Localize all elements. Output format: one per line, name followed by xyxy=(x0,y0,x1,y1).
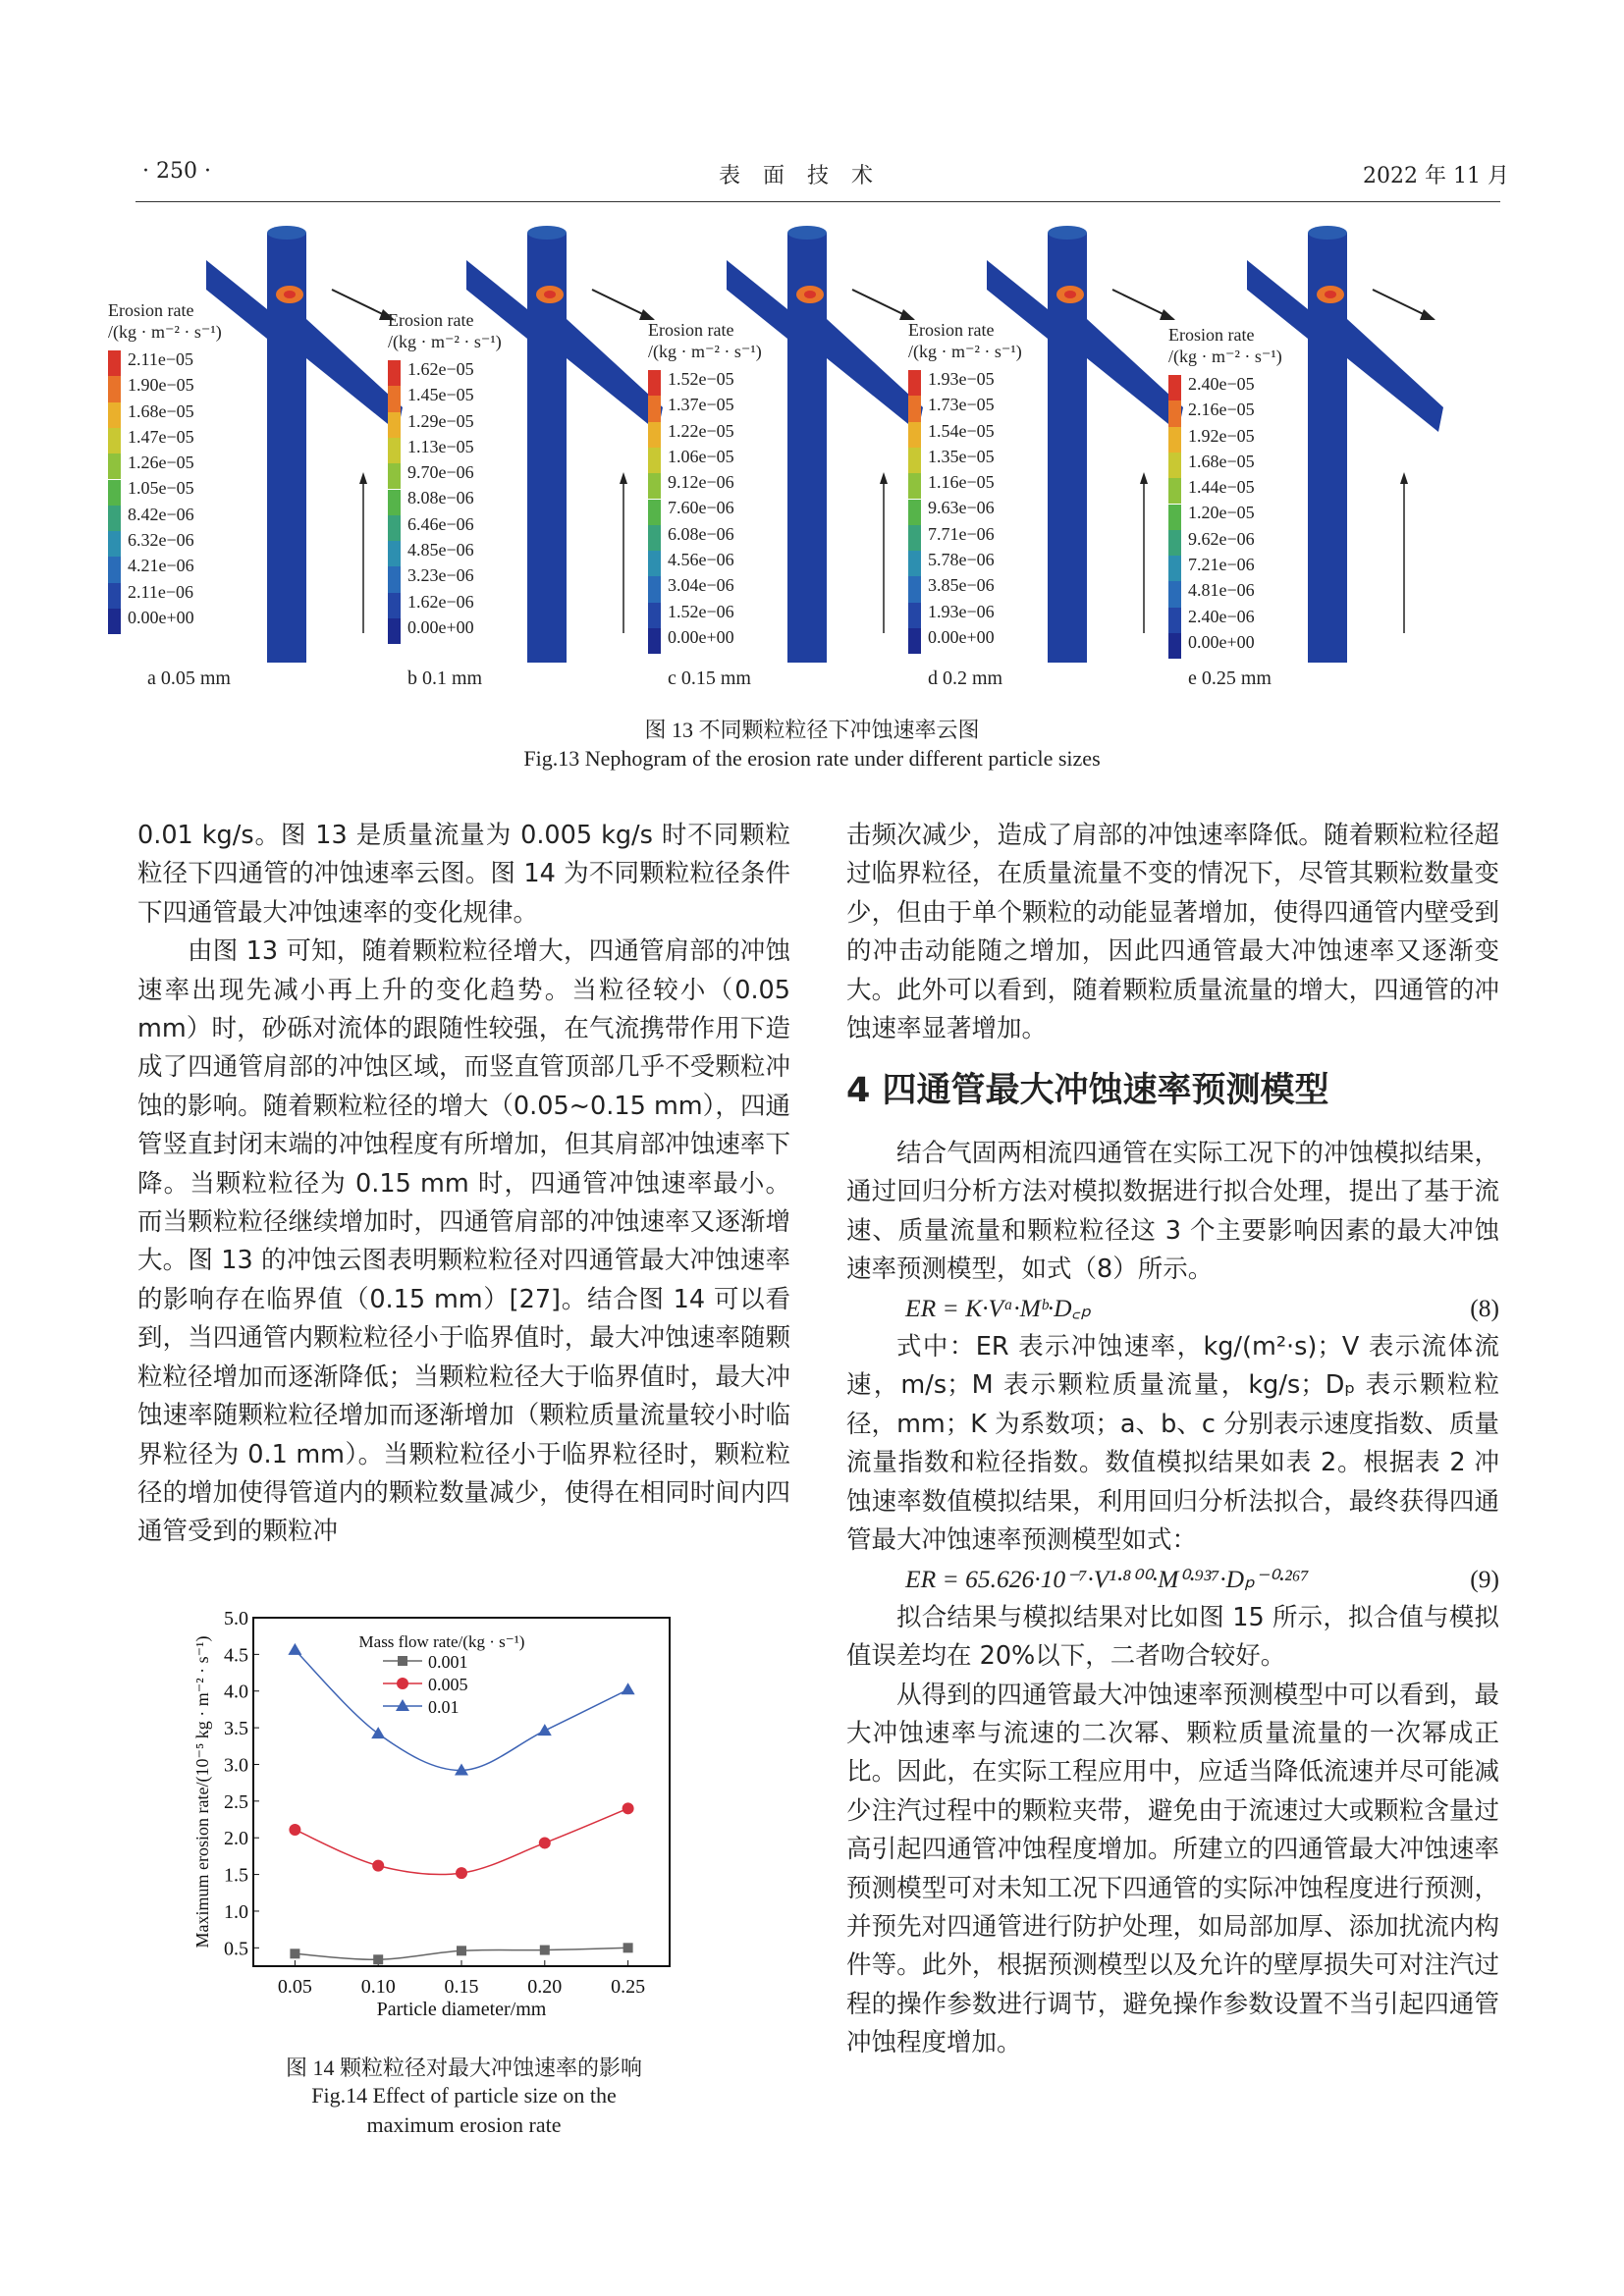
legend-value: 1.16e−05 xyxy=(928,472,995,493)
fig13-panel xyxy=(1168,221,1443,702)
legend-value: 1.90e−05 xyxy=(128,375,194,396)
data-point xyxy=(373,1954,383,1964)
colorbar-swatch xyxy=(108,557,121,582)
colorbar-legend xyxy=(648,319,762,647)
colorbar-swatch xyxy=(908,448,921,473)
legend-value: 3.23e−06 xyxy=(407,565,474,586)
legend-marker xyxy=(398,1656,407,1666)
colorbar-swatch xyxy=(388,593,401,618)
legend-value: 1.52e−05 xyxy=(668,369,734,389)
data-point xyxy=(371,1727,385,1738)
fig13-panel xyxy=(108,221,403,702)
paragraph: 结合气固两相流四通管在实际工况下的冲蚀模拟结果，通过回归分析方法对模拟数据进行拟合处理，提出了基于流速、质量流量和颗粒粒径这 3 个主要影响因素的最大冲蚀速率预测模型，如式（8）所示。 xyxy=(846,1138,1499,1285)
legend-value: 6.46e−06 xyxy=(407,513,474,534)
legend-value: 4.56e−06 xyxy=(668,550,734,570)
panel-label: b 0.1 mm xyxy=(407,667,483,689)
legend-marker xyxy=(396,1699,409,1711)
legend-value: 1.29e−05 xyxy=(407,410,474,431)
equation-number: (8) xyxy=(1470,1294,1499,1323)
colorbar-swatch xyxy=(908,500,921,525)
legend-value: 7.60e−06 xyxy=(668,498,734,518)
legend-value: 1.92e−05 xyxy=(1188,425,1255,446)
page-number: · 250 · xyxy=(142,159,211,184)
legend-value: 1.93e−05 xyxy=(928,369,995,389)
colorbar-swatch xyxy=(908,396,921,421)
colorbar-swatch xyxy=(388,618,401,644)
y-tick-label: 2.0 xyxy=(224,1828,248,1850)
legend-value: 1.22e−05 xyxy=(668,420,734,441)
legend-title: Erosion rate xyxy=(648,320,734,340)
x-tick-label: 0.25 xyxy=(611,1976,646,1998)
y-tick-label: 0.5 xyxy=(224,1938,248,1960)
colorbar-swatch xyxy=(388,566,401,592)
left-column xyxy=(137,817,790,1552)
colorbar-swatch xyxy=(108,531,121,557)
x-tick-label: 0.15 xyxy=(444,1976,479,1998)
legend-value: 1.05e−05 xyxy=(128,478,194,499)
legend-value: 2.40e−05 xyxy=(1188,374,1255,394)
right-column xyxy=(846,817,1499,2063)
panel-label: e 0.25 mm xyxy=(1188,667,1272,689)
colorbar-swatch xyxy=(108,480,121,506)
data-point xyxy=(623,1802,634,1814)
data-point xyxy=(540,1946,550,1955)
fig14-caption-en: Fig.14 Effect of particle size on the xyxy=(311,2083,617,2108)
journal-title: 表 面 技 术 xyxy=(719,164,881,188)
legend-value: 9.63e−06 xyxy=(928,498,995,518)
colorbar-swatch xyxy=(908,576,921,602)
data-point xyxy=(539,1837,551,1848)
panel-label: a 0.05 mm xyxy=(147,667,231,689)
legend-value: 3.04e−06 xyxy=(668,575,734,596)
colorbar-swatch xyxy=(1168,505,1181,530)
legend-value: 6.32e−06 xyxy=(128,530,194,551)
legend-marker xyxy=(397,1678,408,1689)
colorbar-swatch xyxy=(1168,556,1181,581)
data-point xyxy=(456,1867,467,1879)
x-tick-label: 0.20 xyxy=(527,1976,563,1998)
equation-8 xyxy=(846,1289,1499,1327)
legend-value: 0.00e+00 xyxy=(1188,631,1255,652)
colorbar-swatch xyxy=(908,473,921,499)
colorbar-swatch xyxy=(1168,608,1181,633)
legend-value: 0.00e+00 xyxy=(928,626,995,647)
colorbar-swatch xyxy=(1168,400,1181,426)
x-tick-label: 0.10 xyxy=(360,1976,396,1998)
legend-value: 2.40e−06 xyxy=(1188,606,1255,626)
colorbar-swatch xyxy=(648,448,661,473)
legend-value: 9.70e−06 xyxy=(407,462,474,483)
equation-9-body: ER = 65.626·10⁻⁷·V¹·⁸⁰⁰·M⁰·⁹³⁷·Dₚ⁻⁰·²⁶⁷ xyxy=(905,1565,1310,1594)
legend-label: 0.001 xyxy=(428,1652,468,1672)
colorbar-swatch xyxy=(1168,453,1181,478)
colorbar-swatch xyxy=(1168,633,1181,659)
legend-value: 7.21e−06 xyxy=(1188,555,1255,575)
fig13-caption-cn: 图 13 不同颗粒粒径下冲蚀速率云图 xyxy=(644,718,980,742)
legend-value: 2.16e−05 xyxy=(1188,400,1255,420)
colorbar-legend xyxy=(388,309,502,637)
colorbar-legend xyxy=(1168,324,1282,652)
y-tick-label: 1.0 xyxy=(224,1900,248,1923)
legend-value: 8.08e−06 xyxy=(407,488,474,508)
legend-value: 5.78e−06 xyxy=(928,550,995,570)
legend-value: 1.47e−05 xyxy=(128,426,194,447)
legend-value: 4.85e−06 xyxy=(407,540,474,561)
legend-title: Erosion rate xyxy=(908,320,995,340)
colorbar-swatch xyxy=(908,370,921,396)
colorbar-swatch xyxy=(388,541,401,566)
fig13-panel xyxy=(648,221,923,702)
legend-value: 1.06e−05 xyxy=(668,446,734,466)
legend-value: 0.00e+00 xyxy=(407,616,474,637)
legend-value: 1.20e−05 xyxy=(1188,503,1255,523)
colorbar-swatch xyxy=(108,506,121,531)
data-point xyxy=(457,1946,466,1955)
colorbar-swatch xyxy=(1168,375,1181,400)
colorbar-swatch xyxy=(108,350,121,376)
colorbar-swatch xyxy=(388,490,401,515)
data-point xyxy=(372,1860,384,1872)
legend-value: 7.71e−06 xyxy=(928,523,995,544)
colorbar-swatch xyxy=(648,576,661,602)
y-tick-label: 4.5 xyxy=(224,1644,248,1667)
legend-value: 6.08e−06 xyxy=(668,523,734,544)
legend-value: 1.68e−05 xyxy=(128,400,194,421)
colorbar-swatch xyxy=(648,628,661,654)
equation-number: (9) xyxy=(1470,1565,1499,1594)
data-point xyxy=(623,1943,633,1952)
colorbar-swatch xyxy=(388,515,401,541)
legend-value: 3.85e−06 xyxy=(928,575,995,596)
colorbar-legend xyxy=(108,299,222,627)
legend-value: 0.00e+00 xyxy=(668,626,734,647)
y-tick-label: 3.5 xyxy=(224,1718,248,1740)
legend-label: 0.01 xyxy=(428,1697,460,1717)
paragraph: 式中：ER 表示冲蚀速率，kg/(m²·s)；V 表示流体流速，m/s；M 表示颗粒质量流量，kg/s；Dₚ 表示颗粒粒径，mm；K 为系数项；a、b、c 分别表示速度指数、质量流量指数和粒径指数。数值模拟结果如表 2。根据表 2 冲蚀速率数值模拟结果，利用回归分析法拟合，最终获得四通管最大冲蚀速率预测模型如式： xyxy=(846,1331,1499,1555)
paragraph: 拟合结果与模拟结果对比如图 15 所示，拟合值与模拟值误差均在 20%以下，二者吻合较好。 xyxy=(846,1602,1499,1672)
data-point xyxy=(289,1824,300,1836)
colorbar-swatch xyxy=(648,370,661,396)
data-point xyxy=(538,1724,552,1735)
legend-value: 1.13e−05 xyxy=(407,436,474,456)
legend-label: 0.005 xyxy=(428,1675,468,1694)
fig14-caption-cn: 图 14 颗粒粒径对最大冲蚀速率的影响 xyxy=(285,2056,642,2080)
colorbar-swatch xyxy=(108,402,121,428)
colorbar-legend xyxy=(908,319,1022,647)
colorbar-swatch xyxy=(388,386,401,411)
paragraph: 由图 13 可知，随着颗粒粒径增大，四通管肩部的冲蚀速率出现先减小再上升的变化趋势。当粒径较小（0.05 mm）时，砂砾对流体的跟随性较强，在气流携带作用下造成了四通管肩部的冲蚀区域，而竖直管顶部几乎不受颗粒冲蚀的影响。随着颗粒粒径的增大（0.05~0.15 mm），四通管竖直封闭末端的冲蚀程度有所增加，但其肩部冲蚀速率下降。当颗粒粒径为 0.15 mm 时，四通管冲蚀速率最小。而当颗粒粒径继续增加时，四通管肩部的冲蚀速率又逐渐增大。图 13 的冲蚀云图表明颗粒粒径对四通管最大冲蚀速率的影响存在临界值（0.15 mm）[27]。结合图 14 可以看到，当四通管内颗粒粒径小于临界值时，最大冲蚀速率随颗粒粒径增加而逐渐降低；当颗粒粒径大于临界值时，最大冲蚀速率随颗粒粒径增加而逐渐增加（颗粒质量流量较小时临界粒径为 0.1 mm）。当颗粒粒径小于临界粒径时，颗粒粒径的增加使得管道内的颗粒数量减少，使得在相同时间内四通管受到的颗粒冲 xyxy=(137,936,790,1547)
section-heading: 4 四通管最大冲蚀速率预测模型 xyxy=(846,1071,1329,1111)
data-point xyxy=(288,1643,301,1655)
y-tick-label: 3.0 xyxy=(224,1754,248,1777)
legend-value: 1.62e−06 xyxy=(407,591,474,612)
fig13-panel xyxy=(908,221,1183,702)
y-tick-label: 2.5 xyxy=(224,1790,248,1813)
legend-unit: /(kg · m⁻² · s⁻¹) xyxy=(908,342,1022,361)
colorbar-swatch xyxy=(648,525,661,551)
legend-value: 4.21e−06 xyxy=(128,556,194,576)
colorbar-swatch xyxy=(648,422,661,448)
legend-title: Erosion rate xyxy=(108,300,194,320)
series-line-0.005 xyxy=(295,1808,627,1874)
paragraph: 从得到的四通管最大冲蚀速率预测模型中可以看到，最大冲蚀速率与流速的二次幂、颗粒质量流量的一次幂成正比。因此，在实际工程应用中，应适当降低流速并尽可能减少注汽过程中的颗粒夹带，避免由于流速过大或颗粒含量过高引起四通管冲蚀程度增加。所建立的四通管最大冲蚀速率预测模型可对未知工况下四通管的实际冲蚀程度进行预测，并预先对四通管进行防护处理，如局部加厚、添加扰流内构件等。此外，根据预测模型以及允许的壁厚损失可对注汽过程的操作参数进行调节，避免操作参数设置不当引起四通管冲蚀程度增加。 xyxy=(846,1680,1499,2058)
colorbar-swatch xyxy=(648,500,661,525)
legend-unit: /(kg · m⁻² · s⁻¹) xyxy=(108,322,222,342)
panel-label: c 0.15 mm xyxy=(668,667,751,689)
colorbar-swatch xyxy=(648,551,661,576)
panel-label: d 0.2 mm xyxy=(928,667,1003,689)
colorbar-swatch xyxy=(648,473,661,499)
colorbar-swatch xyxy=(108,583,121,609)
colorbar-swatch xyxy=(1168,581,1181,607)
legend-value: 1.73e−05 xyxy=(928,395,995,415)
colorbar-swatch xyxy=(108,454,121,479)
legend-value: 1.45e−05 xyxy=(407,385,474,405)
colorbar-swatch xyxy=(108,428,121,454)
y-tick-label: 4.0 xyxy=(224,1681,248,1703)
x-axis-label: Particle diameter/mm xyxy=(376,1999,547,2020)
legend-value: 4.81e−06 xyxy=(1188,580,1255,601)
legend-value: 1.26e−05 xyxy=(128,453,194,473)
y-axis-label: Maximum erosion rate/(10⁻⁵ kg · m⁻² · s⁻¹) xyxy=(192,1635,212,1949)
paragraph: 击频次减少，造成了肩部的冲蚀速率降低。随着颗粒粒径超过临界粒径，在质量流量不变的情况下，尽管其颗粒数量变少，但由于单个颗粒的动能显著增加，使得四通管内壁受到的冲击动能随之增加，因此四通管最大冲蚀速率又逐渐变大。此外可以看到，随着颗粒质量流量的增大，四通管的冲蚀速率显著增加。 xyxy=(846,821,1499,1044)
equation-9 xyxy=(846,1560,1499,1598)
colorbar-swatch xyxy=(648,603,661,628)
data-point xyxy=(622,1682,635,1694)
legend-title: Erosion rate xyxy=(388,310,474,330)
colorbar-swatch xyxy=(648,396,661,421)
paragraph: 0.01 kg/s。图 13 是质量流量为 0.005 kg/s 时不同颗粒粒径下四通管的冲蚀速率云图。图 14 为不同颗粒粒径条件下四通管最大冲蚀速率的变化规律。 xyxy=(137,821,790,928)
data-point xyxy=(290,1949,299,1958)
legend-title: Erosion rate xyxy=(1168,325,1255,345)
colorbar-swatch xyxy=(908,628,921,654)
colorbar-swatch xyxy=(1168,427,1181,453)
colorbar-swatch xyxy=(388,412,401,438)
y-tick-label: 5.0 xyxy=(224,1610,248,1629)
x-tick-label: 0.05 xyxy=(277,1976,312,1998)
colorbar-swatch xyxy=(108,376,121,401)
colorbar-swatch xyxy=(908,603,921,628)
colorbar-swatch xyxy=(1168,530,1181,556)
legend-value: 2.11e−06 xyxy=(128,581,193,602)
legend-value: 9.12e−06 xyxy=(668,472,734,493)
colorbar-swatch xyxy=(388,360,401,386)
legend-value: 1.93e−06 xyxy=(928,601,995,621)
legend-unit: /(kg · m⁻² · s⁻¹) xyxy=(388,332,502,351)
legend-value: 1.54e−05 xyxy=(928,420,995,441)
legend-unit: /(kg · m⁻² · s⁻¹) xyxy=(1168,347,1282,366)
legend-title: Mass flow rate/(kg · s⁻¹) xyxy=(358,1632,525,1651)
y-tick-label: 1.5 xyxy=(224,1864,248,1887)
colorbar-swatch xyxy=(908,525,921,551)
legend-value: 8.42e−06 xyxy=(128,504,194,524)
colorbar-swatch xyxy=(908,422,921,448)
legend-value: 0.00e+00 xyxy=(128,607,194,627)
fig13-panel xyxy=(388,221,663,702)
colorbar-swatch xyxy=(908,551,921,576)
legend-value: 9.62e−06 xyxy=(1188,528,1255,549)
colorbar-swatch xyxy=(388,463,401,489)
figure-14-chart xyxy=(187,1610,766,2042)
legend-value: 1.68e−05 xyxy=(1188,451,1255,471)
equation-8-body: ER = K·Vᵃ·Mᵇ·D꜀ₚ xyxy=(905,1294,1092,1323)
header-rule xyxy=(135,201,1500,202)
colorbar-swatch xyxy=(1168,478,1181,504)
legend-value: 1.44e−05 xyxy=(1188,477,1255,498)
fig13-caption-en: Fig.13 Nephogram of the erosion rate under different particle sizes xyxy=(523,746,1101,771)
legend-value: 1.37e−05 xyxy=(668,395,734,415)
legend-value: 1.35e−05 xyxy=(928,446,995,466)
legend-value: 1.62e−05 xyxy=(407,359,474,379)
legend-unit: /(kg · m⁻² · s⁻¹) xyxy=(648,342,762,361)
figure-13 xyxy=(108,221,1502,702)
legend-value: 2.11e−05 xyxy=(128,349,193,369)
fig14-caption-en-2: maximum erosion rate xyxy=(366,2112,562,2137)
colorbar-swatch xyxy=(108,609,121,634)
legend-value: 1.52e−06 xyxy=(668,601,734,621)
issue-date: 2022 年 11 月 xyxy=(1363,164,1509,188)
colorbar-swatch xyxy=(388,438,401,463)
